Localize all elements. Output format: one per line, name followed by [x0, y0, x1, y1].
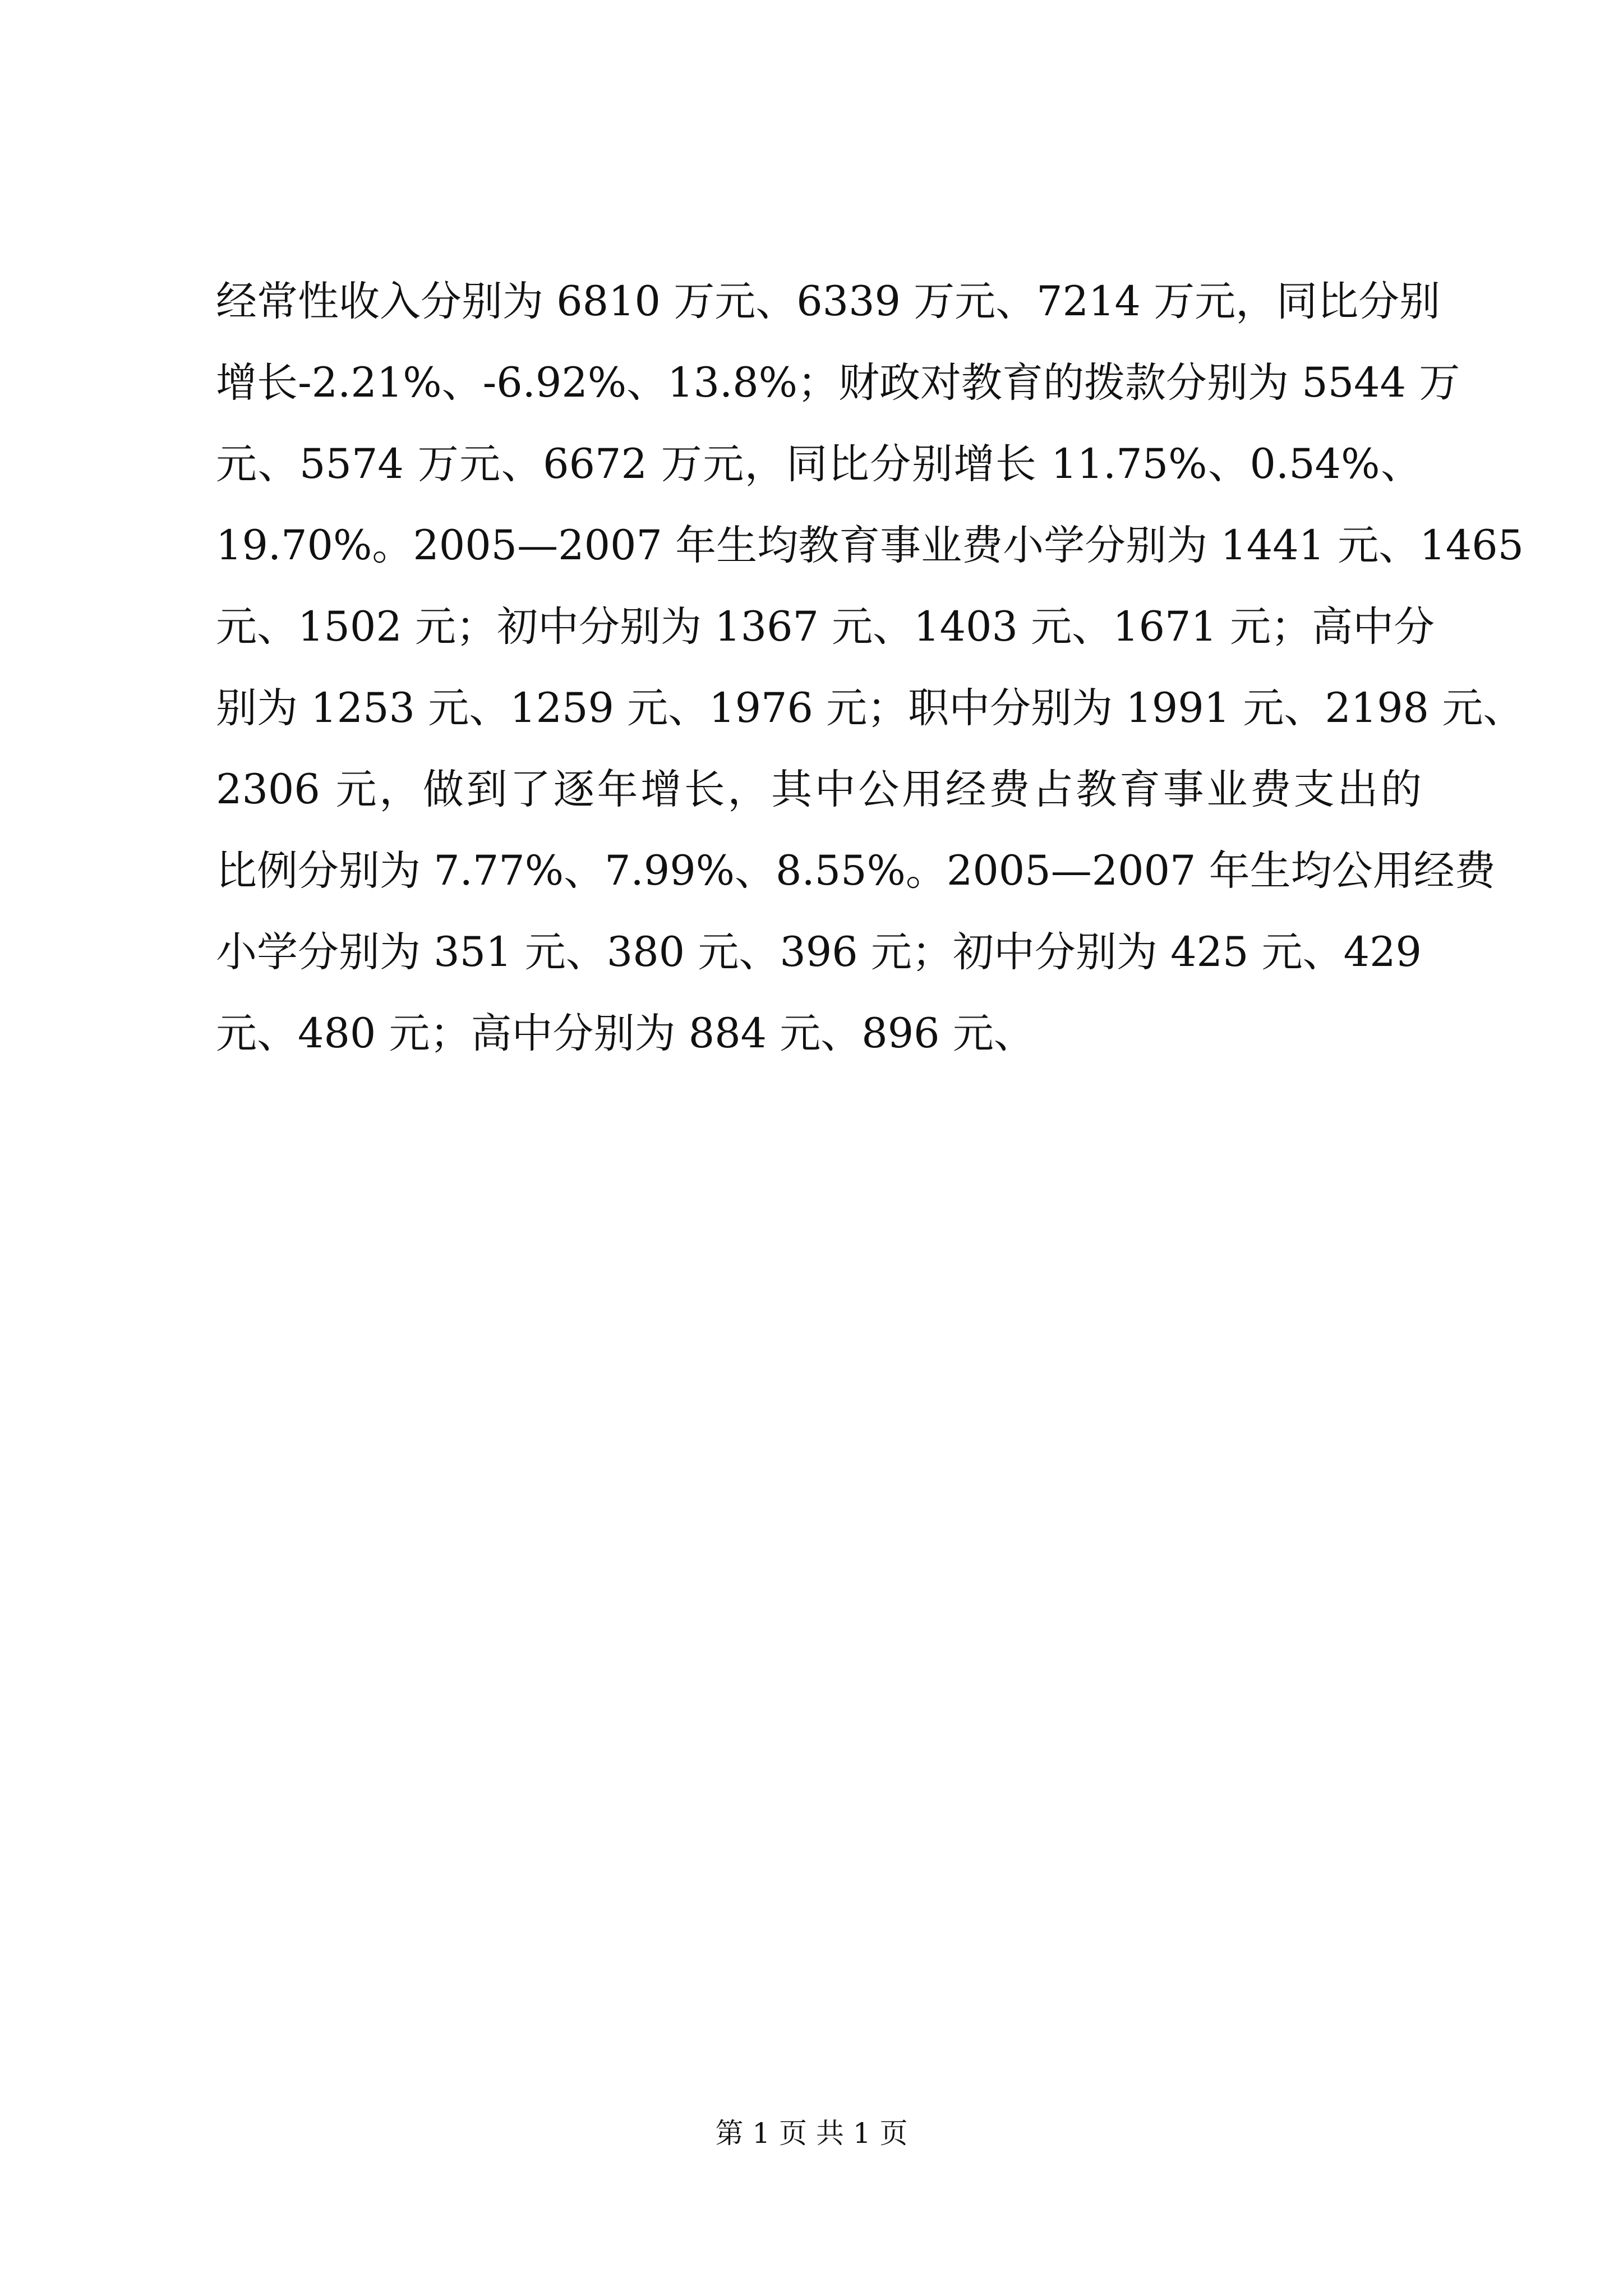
text-line: 增长-2.21%、-6.92%、13.8%；财政对教育的拨款分别为 5544 万	[216, 359, 1460, 407]
text-line: 经常性收入分别为 6810 万元、6339 万元、7214 万元，同比分别	[216, 278, 1441, 325]
text-line: 元、5574 万元、6672 万元，同比分别增长 11.75%、0.54%、	[216, 440, 1422, 488]
text-line: 19.70%。2005—2007 年生均教育事业费小学分别为 1441 元、1465	[216, 522, 1524, 569]
text-line: 元、480 元；高中分别为 884 元、896 元、	[216, 1010, 1035, 1057]
text-line: 元、1502 元；初中分别为 1367 元、1403 元、1671 元；高中分	[216, 603, 1435, 651]
text-line: 2306 元，做到了逐年增长，其中公用经费占教育事业费支出的	[216, 766, 1422, 813]
page-footer	[0, 2114, 1623, 2153]
text-line: 小学分别为 351 元、380 元、396 元；初中分别为 425 元、429	[216, 928, 1422, 976]
text-line: 比例分别为 7.77%、7.99%、8.55%。2005—2007 年生均公用经费	[216, 847, 1496, 895]
body-paragraph	[216, 261, 1524, 1074]
page-number: 第 1 页 共 1 页	[715, 2117, 908, 2150]
text-line: 别为 1253 元、1259 元、1976 元；职中分别为 1991 元、2198 元、	[216, 684, 1524, 732]
